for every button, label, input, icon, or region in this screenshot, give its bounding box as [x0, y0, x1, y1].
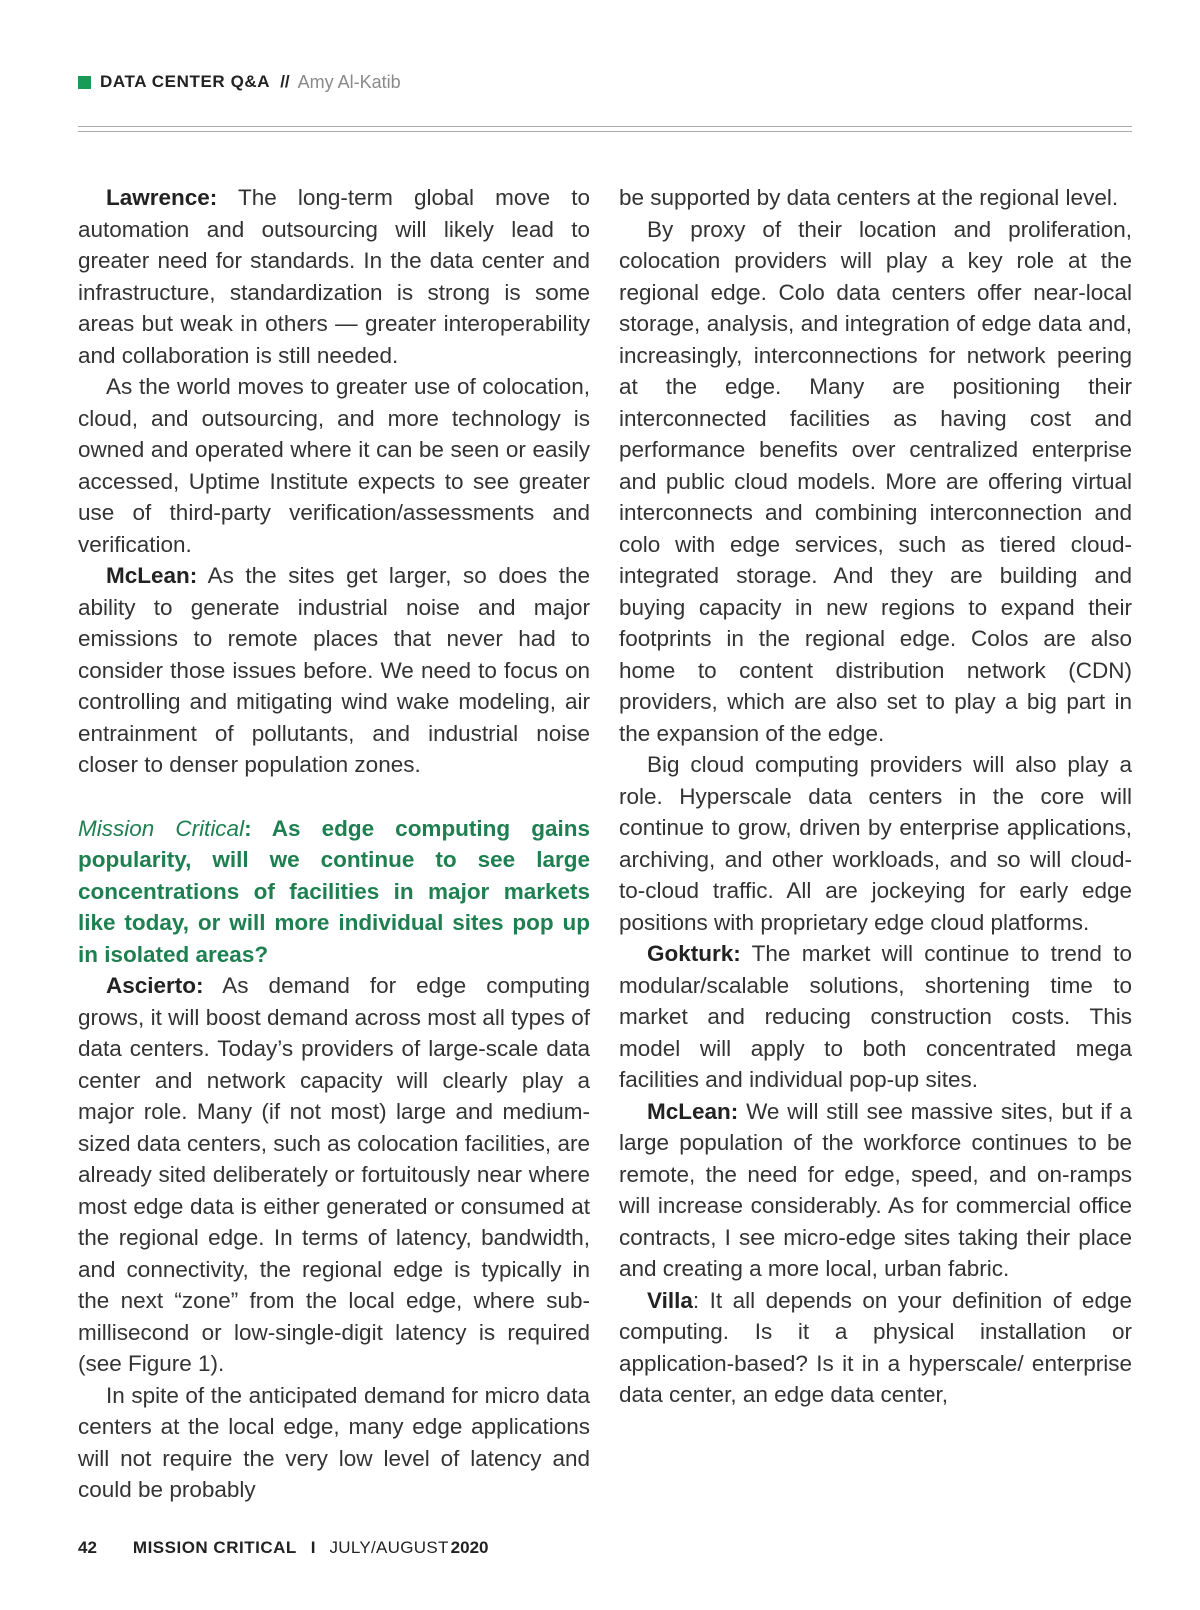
paragraph-text: We will still see massive sites, but if a large population of the workforce continues to be remote, the need for edge, speed, and on-ramps will increase considerably. As for commercial office contracts, I see micro-edge sites taking their place and creating a more local, urban fabric.: [619, 1098, 1132, 1281]
paragraph-text: The market will continue to trend to modular/scalable solutions, shortening time to market and reducing construction costs. This model will apply to both concentrated mega facilities and individual pop-up sites.: [619, 941, 1132, 1092]
paragraph-mclean: [619, 1096, 1132, 1285]
paragraph-lawrence: [78, 182, 590, 371]
footer-separator: I: [310, 1538, 316, 1557]
footer-magazine-name: MISSION CRITICAL: [132, 1538, 297, 1557]
right-column: [619, 182, 1132, 1411]
header-rule-top: [78, 126, 1132, 127]
header-separator: //: [280, 72, 290, 91]
paragraph-ascierto: [78, 970, 590, 1380]
running-header: [78, 70, 401, 94]
paragraph-gokturk: [619, 938, 1132, 1096]
paragraph-mclean: [78, 560, 590, 781]
page-footer: [78, 1538, 489, 1558]
paragraph: In spite of the anticipated demand for micro data centers at the local edge, many edge applications will not require the very low level of latency and could be probably: [78, 1382, 590, 1502]
left-column: [78, 182, 590, 1506]
page-number: 42: [78, 1538, 97, 1557]
header-rule-bottom: [78, 131, 1132, 132]
paragraph-text: As demand for edge computing grows, it will boost demand across most all types of data centers. Today’s providers of large-scale data center and network capacity will clearly play a major role. Many (if not most) large and medium-sized data centers, such as colocation facilities, are already sited deliberately or fortuitously near where most edge data is either generated or consumed at the regional edge. In terms of latency, bandwidth, and connectivity, the regional edge is typically in the next “zone” from the local edge, where sub-millisecond or low-single-digit latency is required (see Figure 1).: [78, 973, 590, 1376]
paragraph: Big cloud computing providers will also play a role. Hyperscale data centers in the core will continue to grow, driven by enterprise applications, archiving, and other workloads, and so will cloud-to-cloud traffic. All are jockeying for early edge positions with proprietary edge cloud platforms.: [619, 752, 1132, 935]
speaker-name: Ascierto:: [106, 973, 204, 998]
footer-year: 2020: [450, 1538, 489, 1557]
paragraph-text: As the sites get larger, so does the ability to generate industrial noise and major emissions to remote places that never had to consider those issues before. We need to focus on controlling and mitigating wind wake modeling, air entrainment of pollutants, and industrial noise closer to denser population zones.: [78, 563, 590, 777]
footer-issue: JULY/AUGUST: [329, 1538, 449, 1557]
author-name: Amy Al-Katib: [297, 71, 401, 92]
section-title: DATA CENTER Q&A: [100, 72, 271, 91]
speaker-name: McLean:: [647, 1098, 739, 1124]
paragraph-text: The long-term global move to automation and outsourcing will likely lead to greater need for standards. In the data center and infrastructure, standardization is strong is some areas but weak in others — greater interoperability and collaboration is still needed.: [78, 185, 590, 368]
paragraph-villa: [619, 1285, 1132, 1411]
question-text: : As edge computing gains popularity, will we continue to see large concentrations of facilities in major markets like today, or will more individual sites pop up in isolated areas?: [78, 815, 590, 967]
speaker-name: Villa: [647, 1287, 693, 1313]
paragraph-continued: be supported by data centers at the regional level.: [619, 185, 1119, 210]
paragraph: By proxy of their location and proliferation, colocation providers will play a key role at the regional edge. Colo data centers offer near-local storage, analysis, and integration of edge data and, increasingly, interconnections for network peering at the edge. Many are positioning their interconnected facilities as having cost and performance benefits over centralized enterprise and public cloud models. More are offering virtual interconnects and combining interconnection and colo with edge services, such as tiered cloud-integrated storage. And they are building and buying capacity in new regions to expand their footprints in the regional edge. Colos are also home to content distribution network (CDN) providers, which are also set to play a big part in the expansion of the edge.: [619, 216, 1132, 746]
speaker-name: Lawrence:: [106, 185, 218, 210]
paragraph: As the world moves to greater use of colocation, cloud, and outsourcing, and more technology is owned and operated where it can be seen or easily accessed, Uptime Institute expects to see greater use of third-party verification/assessments and verification.: [78, 374, 590, 557]
speaker-name: Gokturk:: [647, 941, 741, 966]
interview-question: [78, 813, 590, 971]
section-marker-square: [78, 76, 91, 89]
paragraph-text: : It all depends on your definition of edge computing. Is it a physical installation or application-based? Is it in a hyperscale/ enterprise data center, an edge data center,: [619, 1287, 1132, 1407]
speaker-name: McLean:: [106, 563, 198, 588]
question-magazine-name: Mission Critical: [78, 815, 245, 841]
